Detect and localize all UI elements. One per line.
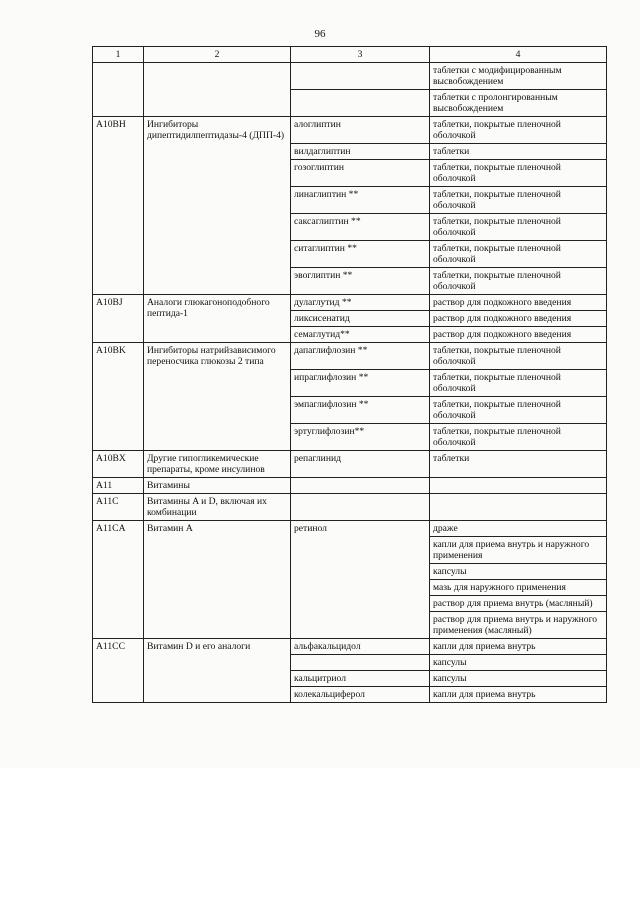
drug-name-cell: дулаглутид **	[291, 295, 430, 311]
column-number: 3	[291, 47, 430, 63]
drug-name-cell: колекальциферол	[291, 687, 430, 703]
dosage-form-cell: таблетки, покрытые пленочной оболочкой	[430, 187, 607, 214]
table-row	[93, 451, 607, 478]
dosage-form-cell: таблетки, покрытые пленочной оболочкой	[430, 241, 607, 268]
dosage-form-cell: таблетки, покрытые пленочной оболочкой	[430, 117, 607, 144]
atc-group-name-cell	[144, 63, 291, 117]
drug-name-cell: эмпаглифлозин **	[291, 397, 430, 424]
drug-name-cell: репаглинид	[291, 451, 430, 478]
atc-code-cell: A10BJ	[93, 295, 144, 343]
drug-name-cell: эвоглиптин **	[291, 268, 430, 295]
atc-group-name-cell: Другие гипогликемические препараты, кроме инсулинов	[144, 451, 291, 478]
column-number-row	[93, 47, 607, 63]
dosage-form-cell: таблетки, покрытые пленочной оболочкой	[430, 268, 607, 295]
atc-code-cell: A10BH	[93, 117, 144, 295]
atc-group-name-cell: Аналоги глюкагоноподобного пептида-1	[144, 295, 291, 343]
dosage-form-cell: капли для приема внутрь	[430, 687, 607, 703]
dosage-form-cell: таблетки	[430, 144, 607, 160]
drug-name-cell	[291, 90, 430, 117]
drug-name-cell	[291, 655, 430, 671]
dosage-form-cell: таблетки	[430, 451, 607, 478]
table-row	[93, 343, 607, 370]
page-number: 96	[314, 28, 326, 40]
dosage-form-cell: таблетки с пролонгированным высвобождением	[430, 90, 607, 117]
dosage-form-cell: драже	[430, 521, 607, 537]
table-row	[93, 295, 607, 311]
atc-group-name-cell: Витамины	[144, 478, 291, 494]
dosage-form-cell: таблетки с модифицированным высвобождением	[430, 63, 607, 90]
column-number: 2	[144, 47, 291, 63]
drug-name-cell: линаглиптин **	[291, 187, 430, 214]
atc-code-cell: A11	[93, 478, 144, 494]
dosage-form-cell: таблетки, покрытые пленочной оболочкой	[430, 160, 607, 187]
drug-name-cell: ретинол	[291, 521, 430, 639]
table-row	[93, 117, 607, 144]
dosage-form-cell: капсулы	[430, 671, 607, 687]
table-row	[93, 494, 607, 521]
drug-name-cell: эртуглифлозин**	[291, 424, 430, 451]
dosage-form-cell: мазь для наружного применения	[430, 580, 607, 596]
dosage-form-cell: капли для приема внутрь	[430, 639, 607, 655]
atc-group-name-cell: Витамины A и D, включая их комбинации	[144, 494, 291, 521]
table-row	[93, 478, 607, 494]
atc-group-name-cell: Ингибиторы натрийзависимого переносчика глюкозы 2 типа	[144, 343, 291, 451]
atc-code-cell: A11CA	[93, 521, 144, 639]
blank-margin	[0, 768, 640, 905]
drug-name-cell: алоглиптин	[291, 117, 430, 144]
drug-name-cell: вилдаглиптин	[291, 144, 430, 160]
drug-name-cell: ликсисенатид	[291, 311, 430, 327]
dosage-form-cell: раствор для приема внутрь (масляный)	[430, 596, 607, 612]
dosage-form-cell: раствор для подкожного введения	[430, 327, 607, 343]
dosage-form-cell: капли для приема внутрь и наружного применения	[430, 537, 607, 564]
dosage-form-cell	[430, 478, 607, 494]
dosage-form-cell: таблетки, покрытые пленочной оболочкой	[430, 397, 607, 424]
column-number: 4	[430, 47, 607, 63]
column-number: 1	[93, 47, 144, 63]
atc-code-cell	[93, 63, 144, 117]
dosage-form-cell: таблетки, покрытые пленочной оболочкой	[430, 343, 607, 370]
atc-code-cell: A10BK	[93, 343, 144, 451]
drug-name-cell: гозоглиптин	[291, 160, 430, 187]
table-row	[93, 63, 607, 90]
dosage-form-cell: раствор для подкожного введения	[430, 295, 607, 311]
table-row	[93, 521, 607, 537]
drug-name-cell	[291, 494, 430, 521]
atc-group-name-cell: Ингибиторы дипептидилпептидазы-4 (ДПП-4)	[144, 117, 291, 295]
drug-name-cell: дапаглифлозин **	[291, 343, 430, 370]
atc-code-cell: A11C	[93, 494, 144, 521]
table-row	[93, 639, 607, 655]
atc-group-name-cell: Витамин D и его аналоги	[144, 639, 291, 703]
drug-name-cell: ситаглиптин **	[291, 241, 430, 268]
dosage-form-cell: таблетки, покрытые пленочной оболочкой	[430, 214, 607, 241]
drug-name-cell	[291, 478, 430, 494]
atc-code-cell: A10BX	[93, 451, 144, 478]
atc-code-cell: A11CC	[93, 639, 144, 703]
drug-name-cell	[291, 63, 430, 90]
dosage-form-cell: таблетки, покрытые пленочной оболочкой	[430, 424, 607, 451]
dosage-form-cell	[430, 494, 607, 521]
dosage-form-cell: капсулы	[430, 564, 607, 580]
drug-name-cell: кальцитриол	[291, 671, 430, 687]
drug-name-cell: саксаглиптин **	[291, 214, 430, 241]
dosage-form-cell: таблетки, покрытые пленочной оболочкой	[430, 370, 607, 397]
drug-name-cell: семаглутид**	[291, 327, 430, 343]
dosage-form-cell: раствор для подкожного введения	[430, 311, 607, 327]
dosage-form-cell: капсулы	[430, 655, 607, 671]
atc-group-name-cell: Витамин A	[144, 521, 291, 639]
drug-register-table	[92, 46, 607, 703]
drug-name-cell: альфакальцидол	[291, 639, 430, 655]
dosage-form-cell: раствор для приема внутрь и наружного применения (масляный)	[430, 612, 607, 639]
drug-name-cell: ипраглифлозин **	[291, 370, 430, 397]
